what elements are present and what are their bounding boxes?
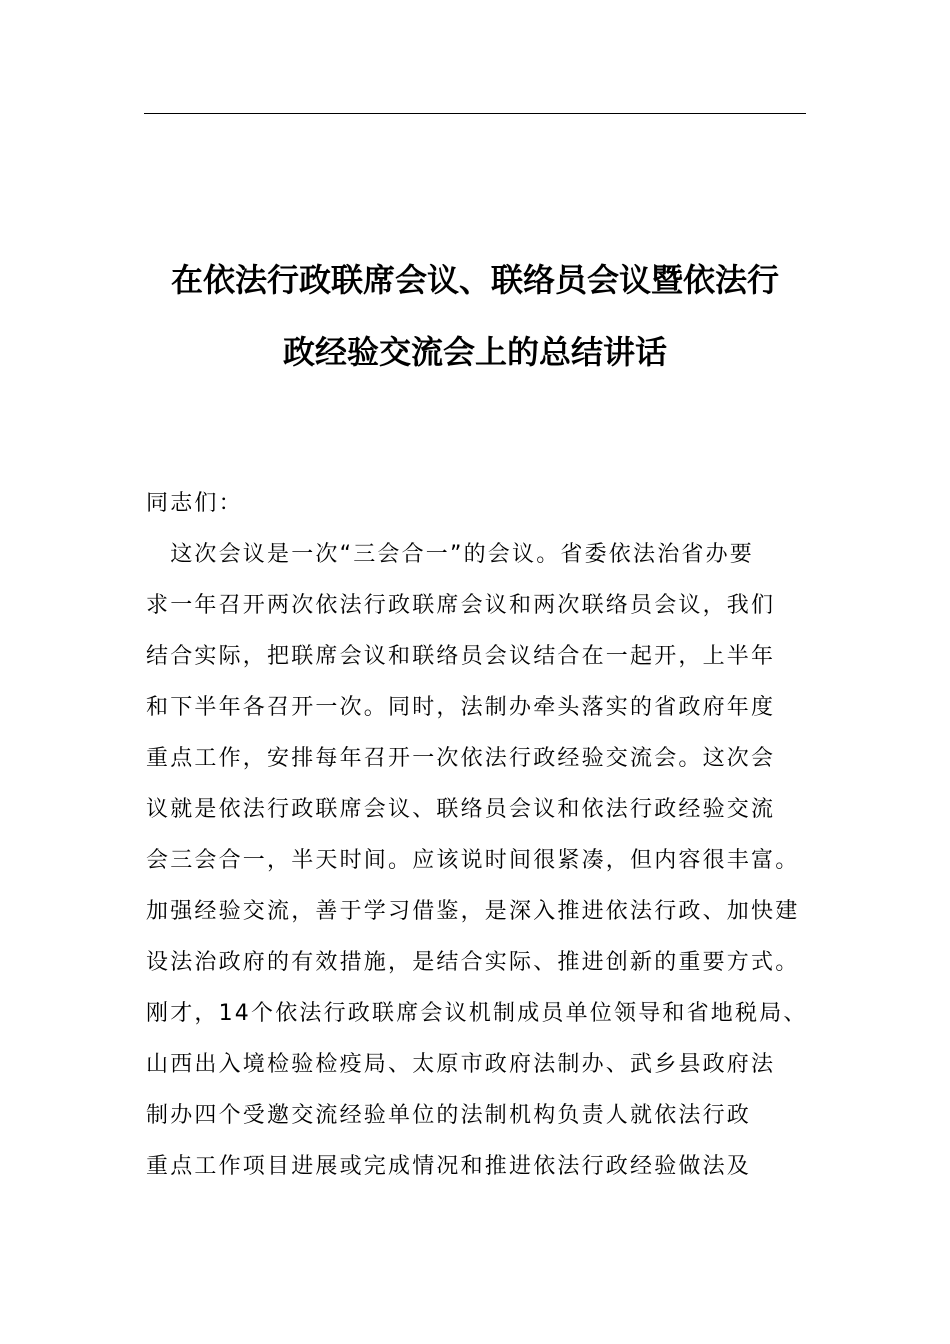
- document-title: [144, 244, 806, 388]
- greeting: 同志们：: [146, 491, 243, 516]
- paragraph-line: 加强经验交流，善于学习借鉴，是深入推进依法行政、加快建: [146, 899, 800, 924]
- paragraph-line: 议就是依法行政联席会议、联络员会议和依法行政经验交流: [146, 797, 776, 822]
- paragraph-line: 和下半年各召开一次。同时，法制办牵头落实的省政府年度: [146, 695, 776, 720]
- title-line: 在依法行政联席会议、联络员会议暨依法行: [170, 261, 779, 299]
- paragraph-line: 重点工作，安排每年召开一次依法行政经验交流会。这次会: [146, 746, 776, 771]
- paragraph-line: 制办四个受邀交流经验单位的法制机构负责人就依法行政: [146, 1103, 752, 1128]
- paragraph-line: 重点工作项目进展或完成情况和推进依法行政经验做法及: [146, 1154, 752, 1179]
- paragraph-line: 山西出入境检验检疫局、太原市政府法制办、武乡县政府法: [146, 1052, 776, 1077]
- paragraph-line: 会三会合一，半天时间。应该说时间很紧凑，但内容很丰富。: [146, 848, 800, 873]
- paragraph-line: 结合实际，把联席会议和联络员会议结合在一起开，上半年: [146, 644, 776, 669]
- title-line: 政经验交流会上的总结讲话: [282, 333, 667, 371]
- document-body: [146, 478, 808, 1192]
- paragraph-line: 这次会议是一次“三会合一”的会议。省委依法治省办要: [146, 542, 754, 567]
- paragraph-line: 求一年召开两次依法行政联席会议和两次联络员会议，我们: [146, 593, 776, 618]
- paragraph-line: 刚才，14个依法行政联席会议机制成员单位领导和省地税局、: [146, 1001, 808, 1026]
- header-rule: [144, 113, 806, 114]
- body-paragraph: [146, 529, 808, 1192]
- paragraph-line: 设法治政府的有效措施，是结合实际、推进创新的重要方式。: [146, 950, 800, 975]
